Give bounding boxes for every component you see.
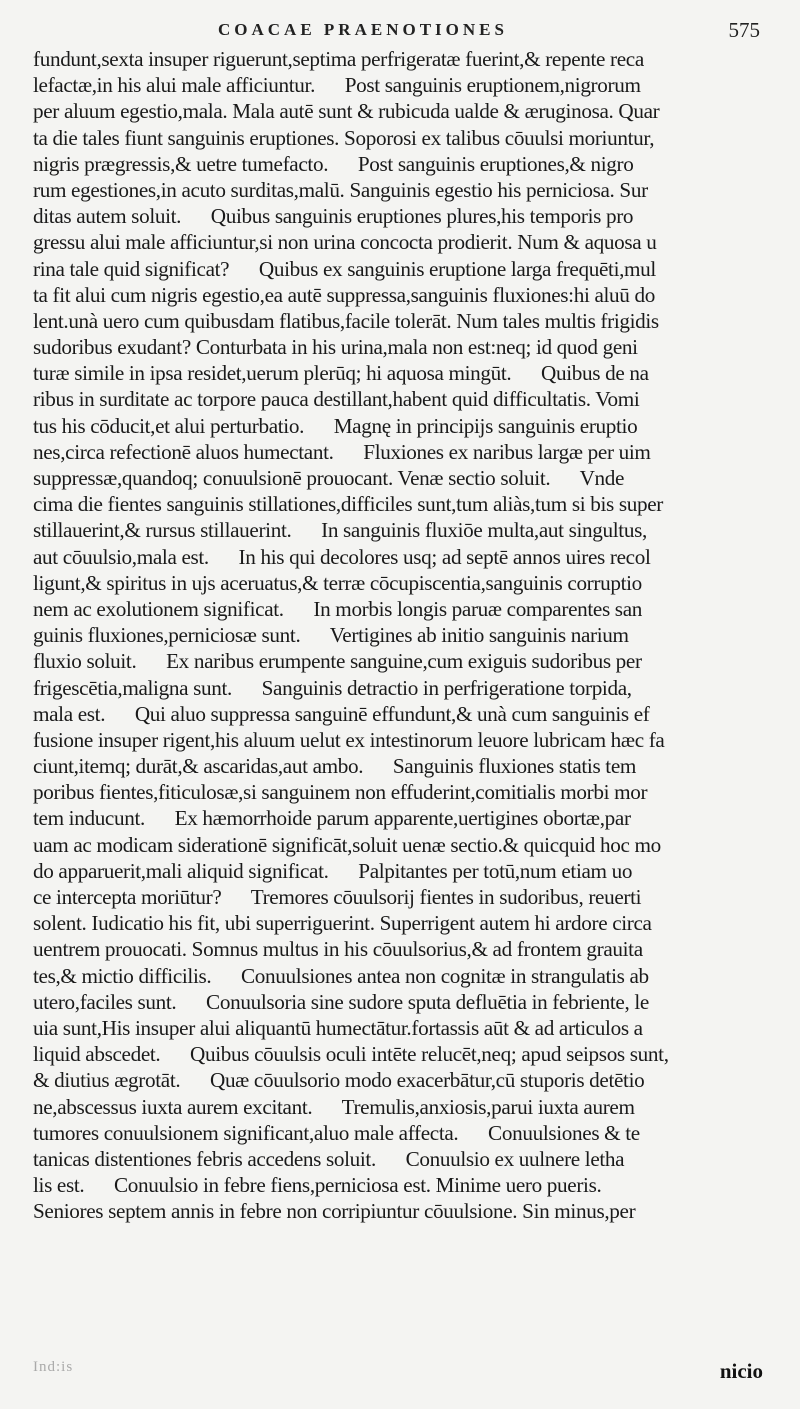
footer-row — [33, 1359, 763, 1389]
text-line: solent. Iudicatio his fit, ubi superriguerint. Superrigent autem hi ardore circa — [33, 911, 652, 936]
text-line: per aluum egestio,mala. Mala autē sunt & rubicuda ualde & æruginosa. Quar — [33, 99, 660, 124]
text-line: fusione insuper rigent,his aluum uelut ex intestinorum leuore lubricam hæc fa — [33, 727, 665, 752]
text-line: ligunt,& spiritus in ujs aceruatus,& terræ cōcupiscentia,sanguinis corruptio — [33, 570, 642, 595]
text-line: lis est. Conuulsio in febre fiens,perniciosa est. Minime uero pueris. — [33, 1173, 602, 1198]
text-line: & diutius ægrotāt. Quæ cōuulsorio modo exacerbātur,cū stuporis detētio — [33, 1068, 645, 1093]
page-number: 575 — [728, 18, 760, 42]
text-line: tus his cōducit,et alui perturbatio. Magnę in principijs sanguinis eruptio — [33, 413, 638, 438]
text-line: guinis fluxiones,perniciosæ sunt. Vertigines ab initio sanguinis narium — [33, 623, 629, 648]
text-line: uia sunt,His insuper alui aliquantū humectātur.fortassis aūt & ad articulos a — [33, 1015, 643, 1040]
text-line: tumores conuulsionem significant,aluo male affecta. Conuulsiones & te — [33, 1120, 640, 1145]
text-line: stillauerint,& rursus stillauerint. In sanguinis fluxiōe multa,aut singultus, — [33, 518, 647, 543]
text-line: turæ simile in ipsa residet,uerum plerūq; hi aquosa mingūt. Quibus de na — [33, 361, 649, 386]
text-line: ta die tales fiunt sanguinis eruptiones. Soporosi ex talibus cōuulsi moriuntur, — [33, 125, 655, 150]
text-line: ciunt,itemq; durāt,& ascaridas,aut ambo. Sanguinis fluxiones statis tem — [33, 754, 637, 779]
text-line: lefactæ,in his alui male afficiuntur. Post sanguinis eruptionem,nigrorum — [33, 73, 641, 98]
text-line: lent.unà uero cum quibusdam flatibus,facile tolerāt. Num tales multis frigidis — [33, 308, 659, 333]
text-line: cima die fientes sanguinis stillationes,difficiles sunt,tum aliàs,tum si bis super — [33, 492, 663, 517]
running-title: COACAE PRAENOTIONES — [218, 20, 508, 39]
text-line: sudoribus exudant? Conturbata in his urina,mala non est:neq; id quod geni — [33, 335, 638, 360]
text-line: frigescētia,maligna sunt. Sanguinis detractio in perfrigeratione torpida, — [33, 675, 632, 700]
text-line: tanicas distentiones febris accedens soluit. Conuulsio ex uulnere letha — [33, 1146, 625, 1171]
text-line: ne,abscessus iuxta aurem excitant. Tremulis,anxiosis,parui iuxta aurem — [33, 1094, 635, 1119]
text-line: uentrem prouocati. Somnus multus in his cōuulsorius,& ad frontem grauita — [33, 937, 643, 962]
text-line: uam ac modicam siderationē significāt,soluit uenæ sectio.& quicquid hoc mo — [33, 832, 661, 857]
text-line: rina tale quid significat? Quibus ex sanguinis eruptione larga frequēti,mul — [33, 256, 656, 281]
text-line: utero,faciles sunt. Conuulsoria sine sudore sputa defluētia in febriente, le — [33, 989, 649, 1014]
text-line: fluxio soluit. Ex naribus erumpente sanguine,cum exiguis sudoribus per — [33, 649, 642, 674]
text-line: suppressæ,quandoq; conuulsionē prouocant. Venæ sectio soluit. Vnde — [33, 466, 625, 490]
text-line: nigris prægressis,& uetre tumefacto. Post sanguinis eruptiones,& nigro — [33, 151, 634, 176]
text-line: rum egestiones,in acuto surditas,malū. Sanguinis egestio his perniciosa. Sur — [33, 177, 648, 202]
text-line: Seniores septem annis in febre non corripiuntur cōuulsione. Sin minus,per — [33, 1199, 636, 1224]
text-line: nem ac exolutionem significat. In morbis longis paruæ comparentes san — [33, 596, 642, 621]
text-line: do apparuerit,mali aliquid significat. Palpitantes per totū,num etiam uo — [33, 858, 633, 883]
text-line: gressu alui male afficiuntur,si non urina concocta prodierit. Num & aquosa u — [33, 230, 657, 255]
text-line: liquid abscedet. Quibus cōuulsis oculi intēte relucēt,neq; apud seipsos sunt, — [33, 1042, 669, 1067]
running-head — [0, 20, 800, 44]
catchword: nicio — [719, 1359, 763, 1383]
text-line: nes,circa refectionē aluos humectant. Fluxiones ex naribus largæ per uim — [33, 439, 651, 464]
text-line: mala est. Qui aluo suppressa sanguinē effundunt,& unà cum sanguinis ef — [33, 701, 650, 726]
signature-mark: Ind:is — [33, 1359, 74, 1375]
text-line: ribus in surditate ac torpore pauca destillant,habent quid difficultatis. Vomi — [33, 387, 640, 412]
text-line: aut cōuulsio,mala est. In his qui decolores usq; ad septē annos uires recol — [33, 544, 651, 569]
body-text — [33, 46, 763, 1224]
text-line: ta fit alui cum nigris egestio,ea autē suppressa,sanguinis fluxiones:hi aluū do — [33, 282, 655, 307]
text-line: ditas autem soluit. Quibus sanguinis eruptiones plures,his temporis pro — [33, 204, 634, 229]
text-line: tes,& mictio difficilis. Conuulsiones antea non cognitæ in strangulatis ab — [33, 963, 649, 988]
text-line: poribus fientes,fiticulosæ,si sanguinem non effuderint,comitialis morbi mor — [33, 780, 648, 805]
text-line: fundunt,sexta insuper riguerunt,septima perfrigeratæ fuerint,& repente reca — [33, 47, 644, 71]
text-line: ce intercepta moriūtur? Tremores cōuulsorij fientes in sudoribus, reuerti — [33, 885, 642, 909]
text-line: tem inducunt. Ex hæmorrhoide parum apparente,uertigines obortæ,par — [33, 806, 631, 831]
